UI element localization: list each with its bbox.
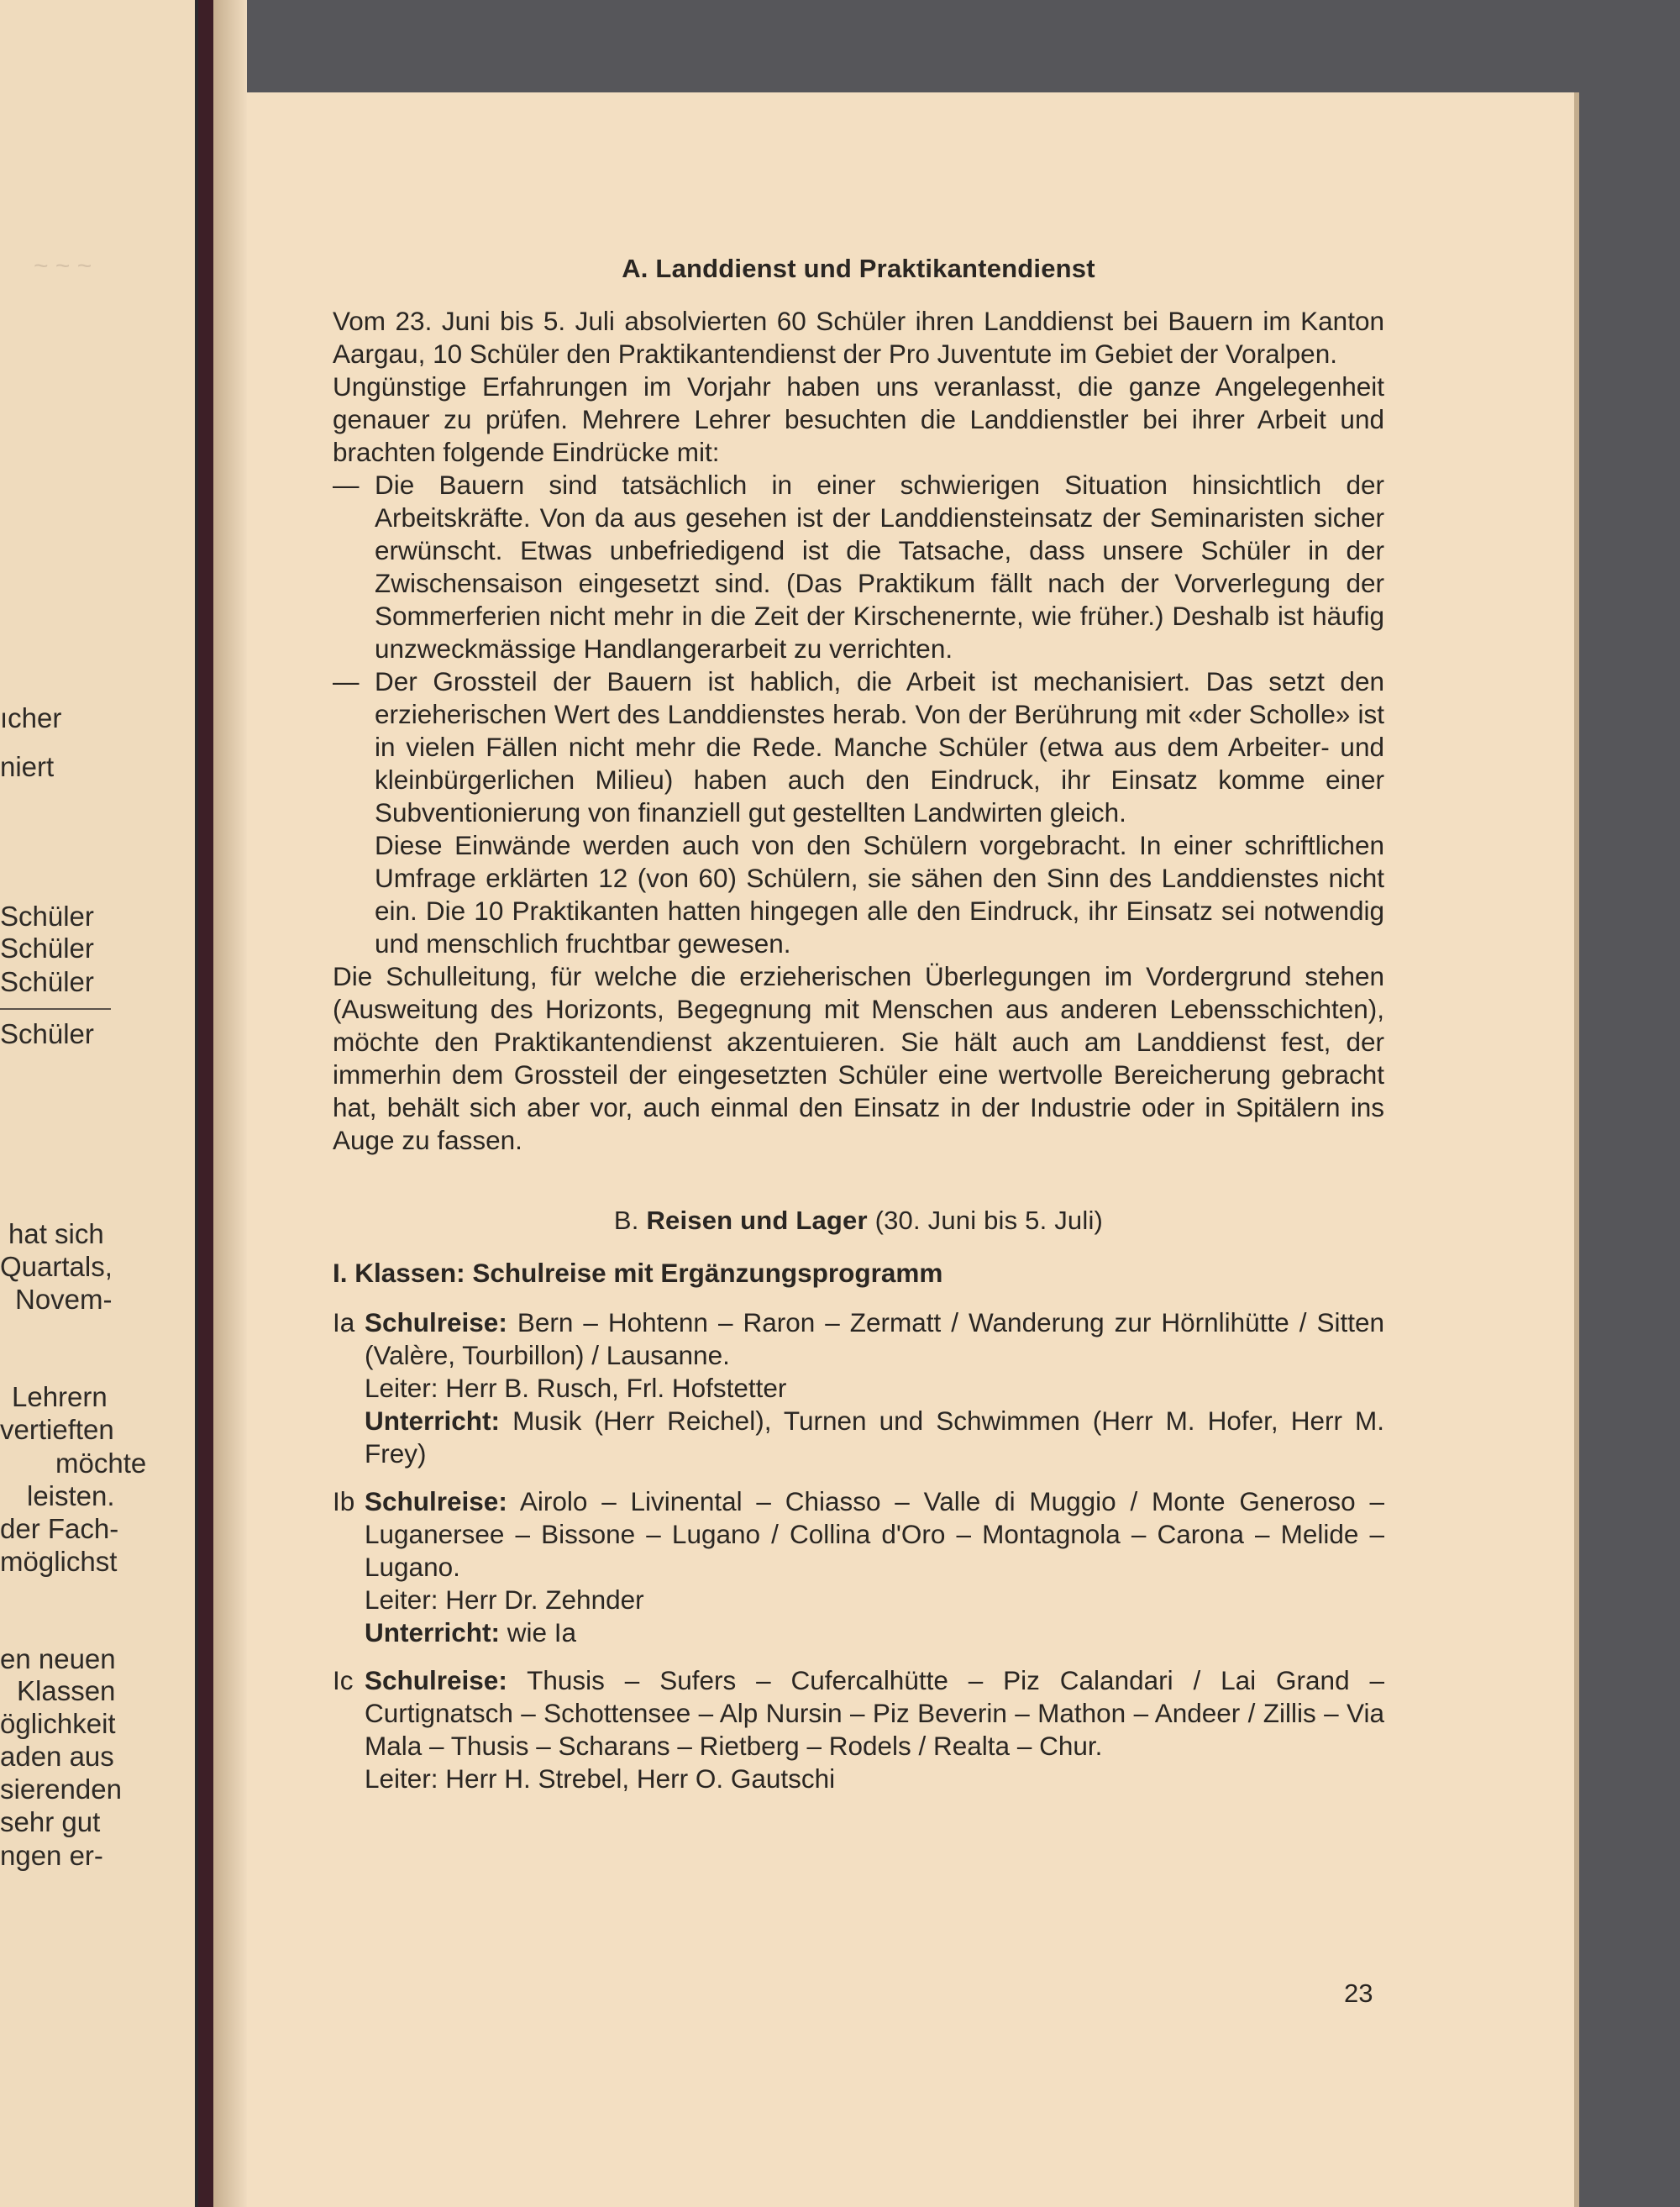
- left-fragment: hat sich: [8, 1218, 104, 1249]
- left-fragment: aden aus: [0, 1741, 114, 1772]
- left-fragment: möchte: [55, 1448, 147, 1479]
- left-fragment: en neuen: [0, 1643, 116, 1674]
- class-route: [365, 1485, 1384, 1584]
- left-fragment: vertieften: [0, 1414, 114, 1445]
- lessons-text: Musik (Herr Reichel), Turnen und Schwimmen (Herr M. Hofer, Herr M. Frey): [365, 1406, 1384, 1469]
- left-fragment: sehr gut: [0, 1806, 101, 1837]
- left-fragment: Lehrern: [12, 1381, 108, 1412]
- route-text: Airolo – Livinental – Chiasso – Valle di Muggio / Monte Generoso – Luganersee – Bissone – Lugano / Collina d'Oro – Montagnola – Carona – Melide – Lugano.: [365, 1486, 1385, 1582]
- page-content: [333, 252, 1384, 1810]
- class-group-subheading: I. Klassen: Schulreise mit Ergänzungsprogramm: [333, 1258, 943, 1288]
- class-entry: [333, 1664, 1384, 1795]
- class-entry: [333, 1306, 1384, 1470]
- section-a-heading: A. Landdienst und Praktikantendienst: [622, 254, 1095, 283]
- left-fragment: Quartals,: [0, 1251, 113, 1282]
- section-a-conclusion: Die Schulleitung, für welche die erzieherischen Überlegungen im Vordergrund stehen (Ausweitung des Horizonts, Begegnung mit Menschen aus anderen Lebensschichten), möchte den Praktikantendienst akzentuieren. Sie hält auch am Landdienst fest, der immerhin dem Grossteil der eingesetzten Schüler eine wertvolle Bereicherung gebracht hat, behält sich aber vor, auch einmal den Einsatz in der Industrie oder in Spitälern ins Auge zu fassen.: [333, 961, 1384, 1155]
- page-edge: [1574, 92, 1579, 2207]
- gutter-shadow: [213, 0, 247, 2207]
- section-a-paragraph: Ungünstige Erfahrungen im Vorjahr haben uns veranlasst, die ganze Angelegenheit genauer zu prüfen. Mehrere Lehrer besuchten die Landdienstler bei ihrer Arbeit und brachten folgende Eindrücke mit:: [333, 371, 1384, 467]
- class-tag: Ia: [333, 1307, 355, 1337]
- left-fragment: möglichst: [0, 1546, 118, 1577]
- lessons-label: Unterricht:: [365, 1617, 501, 1647]
- lessons-text: wie Ia: [507, 1617, 577, 1647]
- class-tag: Ib: [333, 1486, 355, 1516]
- left-fragment: Schüler: [0, 966, 94, 997]
- bullet-text: Die Bauern sind tatsächlich in einer schwierigen Situation hinsichtlich der Arbeitskräfte. Von da aus gesehen ist der Landdiensteinsatz der Seminaristen sicher erwünscht. Etwas unbefriedigend ist die Tatsache, dass unsere Schüler in der Zwischensaison eingesetzt sind. (Das Praktikum fällt nach der Vorverlegung der Sommerferien nicht mehr in die Zeit der Kirschenernte, wie früher.) Deshalb ist häufig unzweckmässige Handlangerarbeit zu verrichten.: [375, 470, 1384, 664]
- left-fragment: niert: [0, 751, 55, 782]
- class-lessons: [365, 1405, 1384, 1470]
- left-fragment: Schüler: [0, 933, 94, 964]
- class-lessons: [365, 1616, 1384, 1649]
- section-b-date: (30. Juni bis 5. Juli): [874, 1206, 1104, 1235]
- left-fragment: ngen er-: [0, 1840, 103, 1871]
- class-entry: [333, 1485, 1384, 1649]
- section-b-title: Reisen und Lager: [646, 1206, 868, 1235]
- route-label: Schulreise:: [365, 1665, 507, 1695]
- route-text: Thusis – Sufers – Cufercalhütte – Piz Calandari / Lai Grand – Curtignatsch – Schottensee – Alp Nursin – Piz Beverin – Mathon – Andeer / Zillis – Via Mala – Thusis – Scharans – Rietberg – Rodels / Realta – Chur.: [365, 1665, 1384, 1761]
- route-label: Schulreise:: [365, 1307, 507, 1337]
- section-b-letter: B.: [613, 1206, 639, 1235]
- section-a-intro: Vom 23. Juni bis 5. Juli absolvierten 60 Schüler ihren Landdienst bei Bauern im Kanton Aargau, 10 Schüler den Praktikantendienst der Pro Juventute im Gebiet der Voralpen.: [333, 306, 1384, 369]
- dash-marker: —: [333, 470, 360, 500]
- class-leader: Leiter: Herr H. Strebel, Herr O. Gautschi: [365, 1763, 836, 1794]
- left-fragment: öglichkeit: [0, 1708, 116, 1739]
- bullet-item: [333, 665, 1384, 960]
- class-leader: Leiter: Herr B. Rusch, Frl. Hofstetter: [365, 1373, 787, 1403]
- bullet-item: [333, 469, 1384, 665]
- left-bleed-text: ~ ~ ~: [34, 252, 92, 280]
- left-fragment: der Fach-: [0, 1513, 119, 1544]
- route-label: Schulreise:: [365, 1486, 507, 1516]
- route-text: Bern – Hohtenn – Raron – Zermatt / Wanderung zur Hörnlihütte / Sitten (Valère, Tourbillon) / Lausanne.: [365, 1307, 1384, 1370]
- left-fragment: sierenden: [0, 1773, 122, 1805]
- left-fragment: Klassen: [17, 1675, 116, 1706]
- dash-marker: —: [333, 666, 360, 696]
- section-b-heading: [333, 1204, 1384, 1237]
- class-tag: Ic: [333, 1665, 354, 1695]
- left-fragment: Novem-: [15, 1284, 113, 1315]
- lessons-label: Unterricht:: [365, 1406, 501, 1436]
- left-fragment: Schüler: [0, 901, 94, 932]
- left-fragment: Schüler: [0, 1018, 94, 1049]
- bullet-text: Der Grossteil der Bauern ist hablich, die Arbeit ist mechanisiert. Das setzt den erzieherischen Wert des Landdienstes herab. Von der Berührung mit «der Scholle» ist in vielen Fällen nicht mehr die Rede. Manche Schüler (etwa aus dem Arbeiter- und kleinbürgerlichen Milieu) haben auch den Eindruck, ihr Einsatz komme einer Subventionierung von finanziell gut gestellten Landwirten gleich.: [375, 666, 1384, 828]
- class-leader: Leiter: Herr Dr. Zehnder: [365, 1584, 644, 1615]
- left-fragment: leisten.: [27, 1480, 115, 1511]
- bullet-text-continued: Diese Einwände werden auch von den Schülern vorgebracht. In einer schriftlichen Umfrage erklärten 12 (von 60) Schülern, sie sähen den Sinn des Landdienstes nicht ein. Die 10 Praktikanten hatten hingegen alle den Eindruck, ihr Einsatz sei notwendig und menschlich fruchtbar gewesen.: [375, 830, 1384, 959]
- left-divider: [0, 1008, 111, 1010]
- bookmark-ribbon: [198, 0, 213, 2207]
- page-number: 23: [1344, 1978, 1373, 2008]
- left-page: [0, 0, 220, 2207]
- class-route: [365, 1664, 1384, 1763]
- left-fragment: ıcher: [0, 702, 62, 733]
- class-route: [365, 1306, 1384, 1372]
